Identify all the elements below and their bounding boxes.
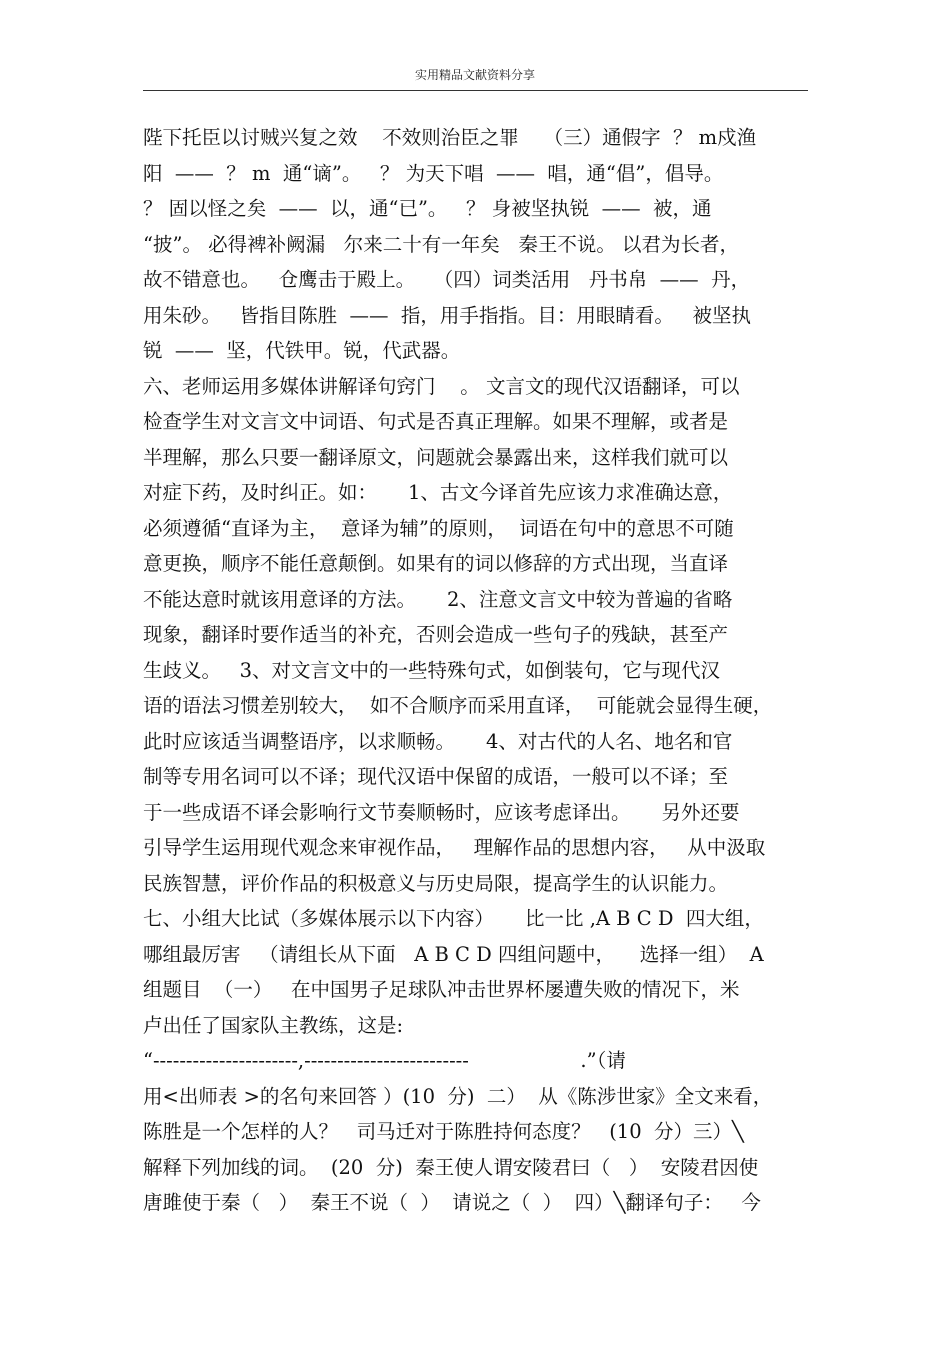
text-line: 制等专用名词可以不译；现代汉语中保留的成语，一般可以不译；至 [143,765,729,788]
text-line: 语的语法习惯差别较大， 如不合顺序而采用直译， 可能就会显得生硬， [143,694,773,717]
text-line: 检查学生对文言文中词语、句式是否真正理解。如果不理解，或者是 [143,410,729,433]
text-line: 阳 —— ？ m 通“谪”。 ？ 为天下唱 —— 唱，通“倡”，倡导。 [143,161,724,185]
text-line: 唐雎使于秦（ ） 秦王不说（ ） 请说之（ ） 四）╲翻译句子： 今 [143,1191,761,1214]
text-line: 现象，翻译时要作适当的补充，否则会造成一些句子的残缺，甚至产 [143,623,729,646]
text-line: 引导学生运用现代观念来审视作品， 理解作品的思想内容， 从中汲取 [143,836,766,859]
text-line: 故不错意也。 仓鹰击于殿上。 （四）词类活用 丹书帛 —— 丹， [143,268,751,291]
text-line: 民族智慧，评价作品的积极意义与历史局限，提高学生的认识能力。 [143,871,729,895]
text-line: 于一些成语不译会影响行文节奏顺畅时，应该考虑译出。 另外还要 [143,800,740,824]
text-line: 必须遵循“直译为主， 意译为辅”的原则， 词语在句中的意思不可随 [143,516,734,540]
text-line: 哪组最厉害 （请组长从下面 A B C D 四组问题中， 选择一组） A [143,942,764,966]
text-line: 此时应该适当调整语序，以求顺畅。 4、对古代的人名、地名和官 [143,729,733,753]
text-line: 六、老师运用多媒体讲解译句窍门 。 文言文的现代汉语翻译，可以 [143,374,740,398]
text-line: 意更换，顺序不能任意颠倒。如果有的词以修辞的方式出现，当直译 [143,552,729,575]
text-line: 卢出任了国家队主教练，这是: [143,1013,404,1037]
text-line: 组题目 （一） 在中国男子足球队冲击世界杯屡遭失败的情况下，米 [143,978,740,1001]
header-rule [143,90,808,91]
text-line: 七、小组大比试（多媒体展示以下内容） 比一比 ,A B C D 四大组， [143,907,764,930]
text-line: 用朱砂。 皆指目陈胜 —— 指，用手指指。目：用眼睛看。 被坚执 [143,303,751,327]
text-line: 用<出师表 >的名句来回答 ）(10 分) 二） 从《陈涉世家》全文来看， [143,1084,773,1108]
document-body [143,120,808,1221]
text-line: 对症下药，及时纠正。如： 1、古文今译首先应该力求准确达意， [143,481,733,504]
text-line: 锐 —— 坚，代铁甲。锐，代武器。 [143,339,461,362]
text-line: 陈胜是一个怎样的人？ 司马迁对于陈胜持何态度？ (10 分）三）╲ [143,1120,744,1143]
text-line: 生歧义。 3、对文言文中的一些特殊句式，如倒装句，它与现代汉 [143,658,721,682]
page-header: 实用精品文献资料分享 [414,68,535,82]
text-line: “披”。 必得裨补阙漏 尔来二十有一年矣 秦王不说。 以君为长者， [143,232,740,256]
text-line: 陛下托臣以讨贼兴复之效 不效则治臣之罪 （三）通假字 ？ m戍渔 [143,126,757,149]
text-line: 半理解，那么只要一翻译原文，问题就会暴露出来，这样我们就可以 [143,445,729,469]
text-line: ？ 固以怪之矣 —— 以，通“已”。 ？ 身被坚执锐 —— 被，通 [143,197,712,220]
text-line: “----------------------,------------------------- .”（请 [143,1049,626,1072]
text-line: 解释下列加线的词。 (20 分) 秦王使人谓安陵君曰（ ） 安陵君因使 [143,1155,759,1179]
text-line: 不能达意时就该用意译的方法。 2、注意文言文中较为普遍的省略 [143,587,733,611]
